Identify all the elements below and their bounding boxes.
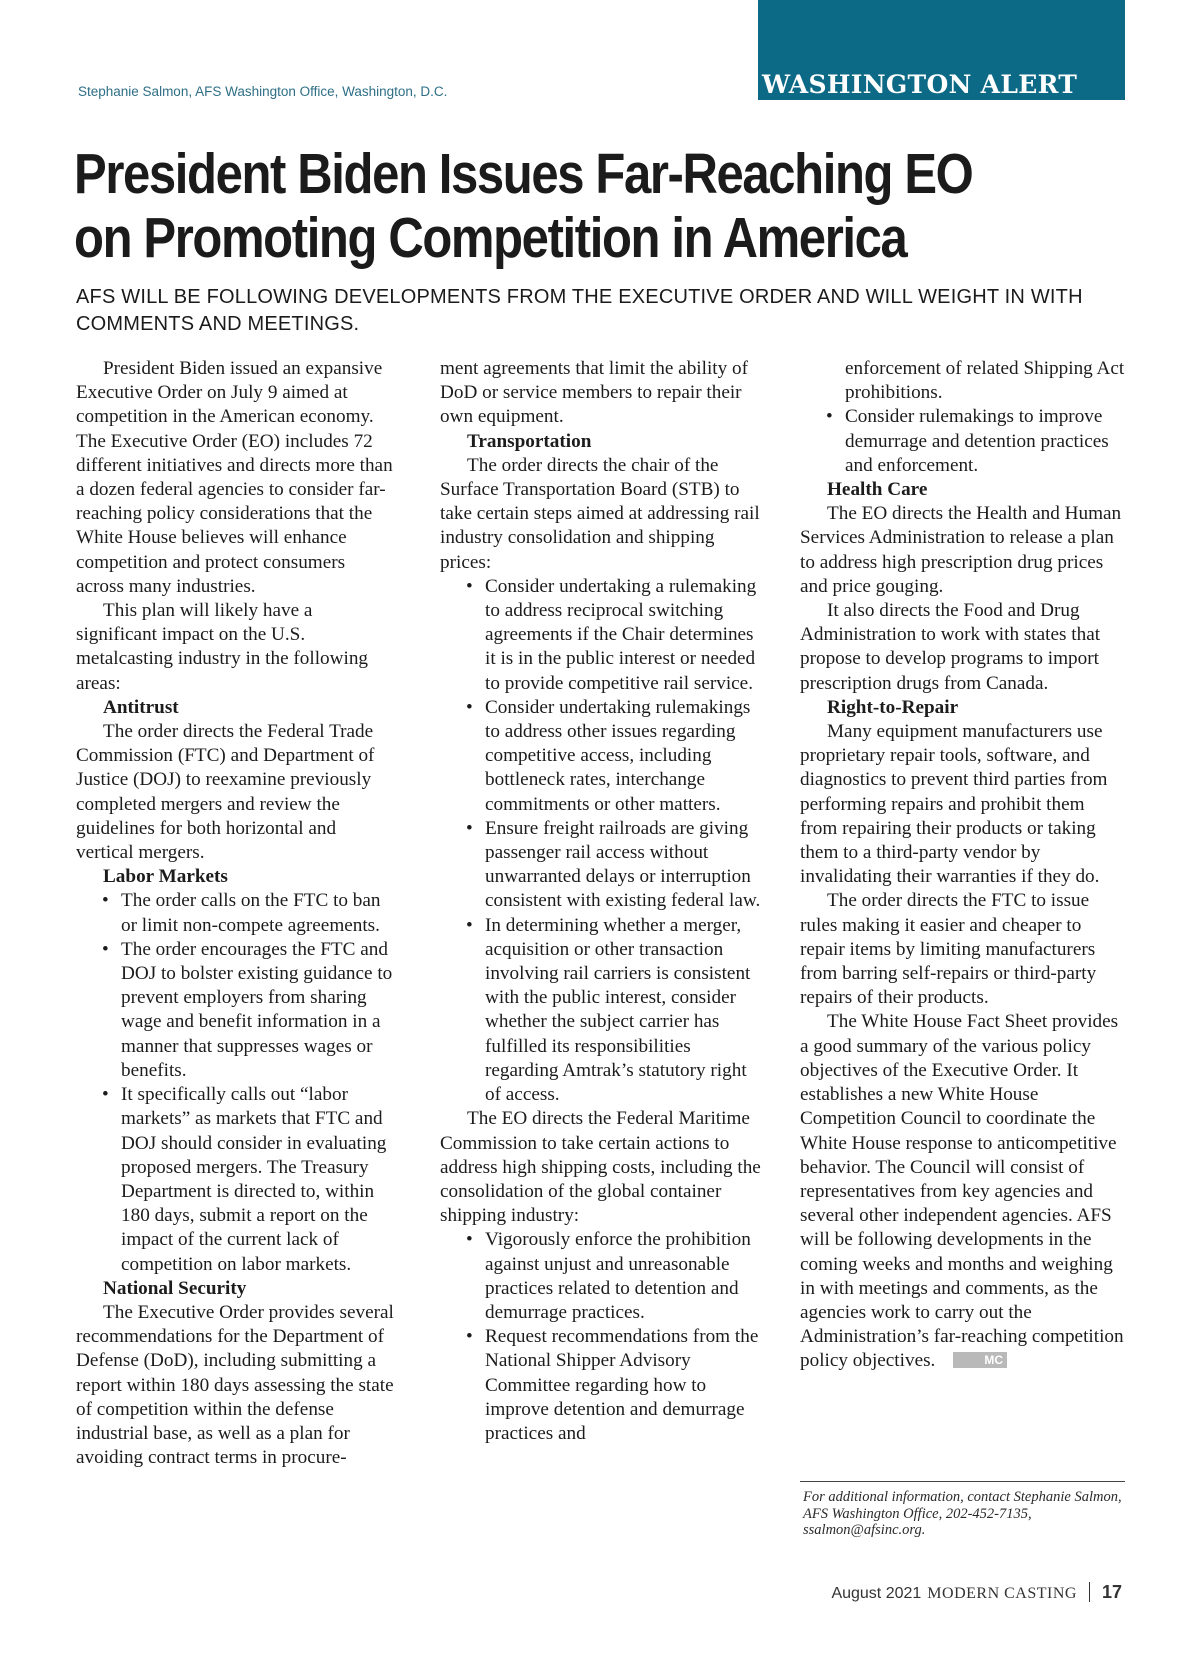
headline: President Biden Issues Far-Reaching EO on Promoting Competition in America: [74, 142, 973, 270]
divider: [800, 1481, 1125, 1482]
section-tag: [758, 0, 1125, 100]
list-item: • In determining whether a merger, acquisition or other transaction involving rail carriers is consistent with the public interest, consider whether the subject carrier has fulfilled its responsibilities regarding Amtrak’s statutory right of access.: [440, 914, 765, 1108]
paragraph: The Executive Order provides several recommendations for the Department of Defense (DoD), including submitting a report within 180 days assessing the state of competition within the defense industrial base, as well as a plan for avoiding contract terms in procure-: [76, 1301, 394, 1469]
deck: AFS WILL BE FOLLOWING DEVELOPMENTS FROM THE EXECUTIVE ORDER AND WILL WEIGHT IN WITH COMMENTS AND MEETINGS.: [76, 286, 1083, 335]
list-item: • The order calls on the FTC to ban or limit non-compete agreements.: [76, 889, 396, 937]
paragraph: The order directs the FTC to issue rules making it easier and cheaper to repair items by limiting manufacturers from barring self-repairs or third-party repairs of their products.: [800, 890, 1097, 1009]
paragraph: ment agreements that limit the ability of DoD or service members to repair their own equipment.: [440, 358, 748, 428]
list-item: • It specifically calls out “labor markets” as markets that FTC and DOJ should consider in evaluating proposed mergers. The Treasury Department is directed to, within 180 days, submit a report on the impact of the current lack of competition on labor markets.: [76, 1083, 396, 1277]
paragraph: The order directs the Federal Trade Commission (FTC) and Department of Justice (DOJ) to reexamine previously completed mergers and review the guidelines for both horizontal and vertical mergers.: [76, 721, 375, 864]
paragraph: It also directs the Food and Drug Administration to work with states that propose to develop programs to import prescription drugs from Canada.: [800, 600, 1101, 694]
paragraph: President Biden issued an expansive Executive Order on July 9 aimed at competition in the American economy. The Executive Order (EO) includes 72 different initiatives and directs more than a dozen federal agencies to consider far-reaching policy considerations that the White House believes will enhance competition and protect consumers across many industries.: [76, 358, 393, 597]
list-item: • Request recommendations from the National Shipper Advisory Committee regarding how to improve detention and demurrage practices and: [440, 1325, 765, 1446]
paragraph: The EO directs the Federal Maritime Commission to take certain actions to address high shipping costs, including the consolidation of the global container shipping industry:: [440, 1108, 761, 1227]
paragraph: [800, 1010, 1125, 1373]
column-3: [800, 357, 1125, 1374]
bullet-list: [440, 575, 765, 1107]
divider: [1089, 1582, 1090, 1602]
end-mark-icon: MC: [953, 1352, 1007, 1368]
subhead-antitrust: Antitrust: [103, 696, 179, 718]
paragraph: The order directs the chair of the Surface Transportation Board (STB) to take certain steps aimed at addressing rail industry consolidation and shipping prices:: [440, 454, 760, 573]
subhead-health-care: Health Care: [827, 479, 928, 501]
page-footer: [831, 1582, 1122, 1603]
paragraph: The EO directs the Health and Human Services Administration to release a plan to address high prescription drug prices and price gouging.: [800, 503, 1122, 597]
subhead-national-security: National Security: [103, 1277, 247, 1299]
issue-date: August 2021: [831, 1585, 922, 1602]
page-number: 17: [1101, 1582, 1122, 1602]
column-1: [76, 357, 396, 1470]
contact-note: For additional information, contact Stephanie Salmon, AFS Washington Office, 202-452-7135, ssalmon@afsinc.org.: [803, 1489, 1122, 1538]
paragraph: This plan will likely have a significant impact on the U.S. metalcasting industry in the following areas:: [76, 600, 369, 694]
closing-text: The White House Fact Sheet provides a good summary of the various policy objectives of the Executive Order. It establishes a new White House Competition Council to coordinate the White House response to anticompetitive behavior. The Council will consist of representatives from key agencies and several other independent agencies. AFS will be following developments in the coming weeks and months and weighing in with meetings and comments, as the agencies work to carry out the Administration’s far-reaching competition policy objectives.: [800, 1011, 1124, 1372]
subhead-right-to-repair: Right-to-Repair: [827, 696, 959, 718]
subhead-labor-markets: Labor Markets: [103, 866, 228, 888]
bullet-list: [800, 405, 1125, 478]
list-item: • Consider undertaking a rulemaking to address reciprocal switching agreements if the Chair determines it is in the public interest or needed to provide competitive rail service.: [440, 575, 765, 696]
bullet-list: [440, 1228, 765, 1446]
list-item: • Consider rulemakings to improve demurrage and detention practices and enforcement.: [800, 405, 1125, 478]
subhead-transportation: Transportation: [467, 430, 592, 452]
section-tag-label: WASHINGTON ALERT: [762, 70, 1078, 99]
list-item: • Consider undertaking rulemakings to address other issues regarding competitive access, including bottleneck rates, interchange commitments or other matters.: [440, 696, 765, 817]
list-item: • Vigorously enforce the prohibition against unjust and unreasonable practices related to detention and demurrage practices.: [440, 1228, 765, 1325]
magazine-name: MODERN CASTING: [927, 1585, 1077, 1602]
bullet-list: [76, 889, 396, 1276]
list-item-continued: enforcement of related Shipping Act prohibitions.: [845, 358, 1125, 404]
paragraph: Many equipment manufacturers use proprietary repair tools, software, and diagnostics to prevent third parties from performing repairs and prohibit them from repairing their products or taking them to a third-party vendor by invalidating their warranties if they do.: [800, 721, 1108, 888]
list-item: • The order encourages the FTC and DOJ to bolster existing guidance to prevent employers from sharing wage and benefit information in a manner that suppresses wages or benefits.: [76, 938, 396, 1083]
list-item: • Ensure freight railroads are giving passenger rail access without unwarranted delays or interruption consistent with existing federal law.: [440, 817, 765, 914]
byline: Stephanie Salmon, AFS Washington Office, Washington, D.C.: [78, 84, 448, 99]
column-2: [440, 357, 765, 1446]
